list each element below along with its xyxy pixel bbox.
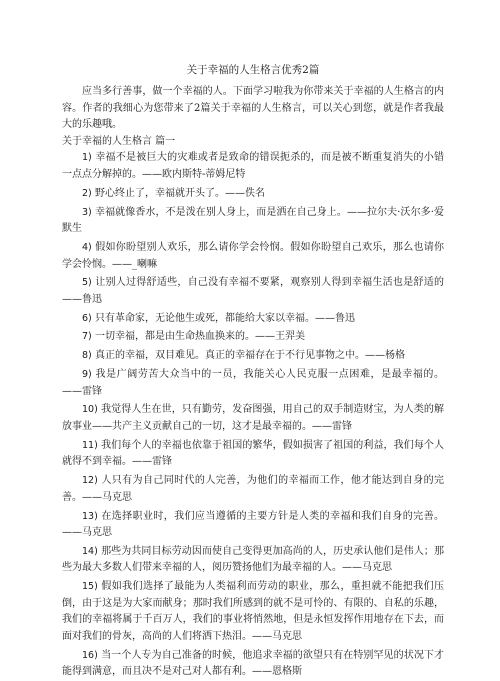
- list-item: [62, 509, 444, 542]
- item-text: 当一个人专为自己准备的时候，他追求幸福的欲望只有在特别罕见的状况下才能得到满意，而且决不是对己对人都有利。——恩格斯: [62, 649, 445, 678]
- item-number: 3): [82, 206, 92, 218]
- item-number: 6): [82, 312, 92, 324]
- item-text: 人只有为自己同时代的人完善，为他们的幸福而工作，他才能达到自身的完善。——马克思: [62, 475, 444, 503]
- item-text: 那些为共同目标劳动因而使自己变得更加高尚的人，历史承认他们是伟人；那些为最大多数人们带来幸福的人，阅历赞扬他们为最幸福的人。——马克思: [62, 545, 445, 574]
- list-item: [62, 473, 444, 506]
- item-number: 2): [82, 187, 92, 199]
- item-number: 7): [82, 331, 92, 343]
- list-item: [62, 240, 444, 273]
- list-item: [62, 275, 444, 308]
- item-text: 真正的幸福，双目难见。真正的幸福存在于不行见事物之中。——杨格: [94, 350, 405, 362]
- item-number: 15): [82, 581, 98, 593]
- item-number: 9): [82, 369, 92, 380]
- intro-paragraph: 应当多行善事，做一个幸福的人。下面学习啦我为你带来关于幸福的人生格言的内容。作者的我细心为您带来了2篇关于幸福的人生格言，可以关心到您，就是作者我最大的乐趣哦。: [62, 86, 444, 131]
- item-number: 16): [82, 649, 98, 661]
- item-text: 假如你盼望别人欢乐，那么请你学会怜悯。假如你盼望自己欢乐，那么也请你学会怜悯。——_喇嘛: [62, 241, 444, 270]
- list-item: [62, 150, 444, 183]
- list-item: [62, 438, 444, 471]
- list-item: [62, 329, 444, 346]
- document-title: 关于幸福的人生格言优秀2篇: [186, 64, 320, 76]
- list-item: [62, 544, 444, 577]
- item-number: 1): [82, 152, 92, 164]
- item-text: 幸福就像香水，不是泼在别人身上，而是洒在自己身上。——拉尔夫·沃尔多·爱默生: [62, 206, 444, 235]
- list-item: [62, 186, 444, 203]
- item-number: 13): [82, 510, 98, 522]
- item-text: 我觉得人生在世，只有勤劳，发奋图强，用自己的双手制造财宝，为人类的解放事业——共产主义贡献自己的一切，这才是最幸福的。——雷锋: [62, 404, 445, 432]
- list-item: [62, 205, 444, 238]
- item-text: 在选择职业时，我们应当遵循的主要方针是人类的幸福和我们自身的完善。——马克思: [62, 510, 444, 539]
- item-text: 幸福不是被巨大的灾难或者是致命的错误扼杀的，而是被不断重复消失的小错一点点分解掉的。——欧内斯特-蒂姆尼特: [62, 152, 444, 180]
- list-item: [62, 367, 444, 400]
- item-number: 11): [82, 439, 98, 451]
- item-text: 野心终止了，幸福就开头了。——佚名: [94, 187, 265, 199]
- item-text: 我们每个人的幸福也依靠于祖国的繁华，假如损害了祖国的利益，我们每个人就得不到幸福。——雷锋: [62, 439, 445, 468]
- list-item: [62, 311, 444, 328]
- list-item: [62, 402, 444, 435]
- item-number: 12): [82, 475, 98, 487]
- item-text: 我是广阔劳苦大众当中的一员，我能关心人民克服一点困难，是最幸福的。——雷锋: [62, 369, 445, 397]
- item-text: 假如我们选择了最能为人类福利而劳动的职业，那么，重担就不能把我们压倒，由于这是为大家而献身；那时我们所感到的就不是可怜的、有限的、自私的乐趣，我们的幸福将属于千百万人，我们的事业将悄然地，但是永恒发挥作用地存在下去，而面对我们的骨灰，高尚的人们将洒下热泪。——马克思: [62, 581, 444, 643]
- item-number: 14): [82, 545, 98, 557]
- section-heading: 关于幸福的人生格言 篇一: [62, 135, 176, 147]
- item-number: 4): [82, 241, 92, 253]
- item-text: 让别人过得舒适些，自己没有幸福不要紧，观察别人得到幸福生活也是舒适的——鲁迅: [62, 277, 444, 305]
- quote-list: [62, 150, 444, 681]
- item-number: 10): [82, 404, 98, 416]
- list-item: [62, 648, 444, 681]
- list-item: [62, 579, 444, 645]
- item-number: 5): [82, 277, 92, 289]
- item-text: 一切幸福，都是由生命热血换来的。——王羿美: [94, 331, 305, 343]
- item-text: 只有革命家，无论他生或死，都能给大家以幸福。——鲁迅: [94, 312, 355, 324]
- list-item: [62, 348, 444, 365]
- item-number: 8): [82, 350, 92, 362]
